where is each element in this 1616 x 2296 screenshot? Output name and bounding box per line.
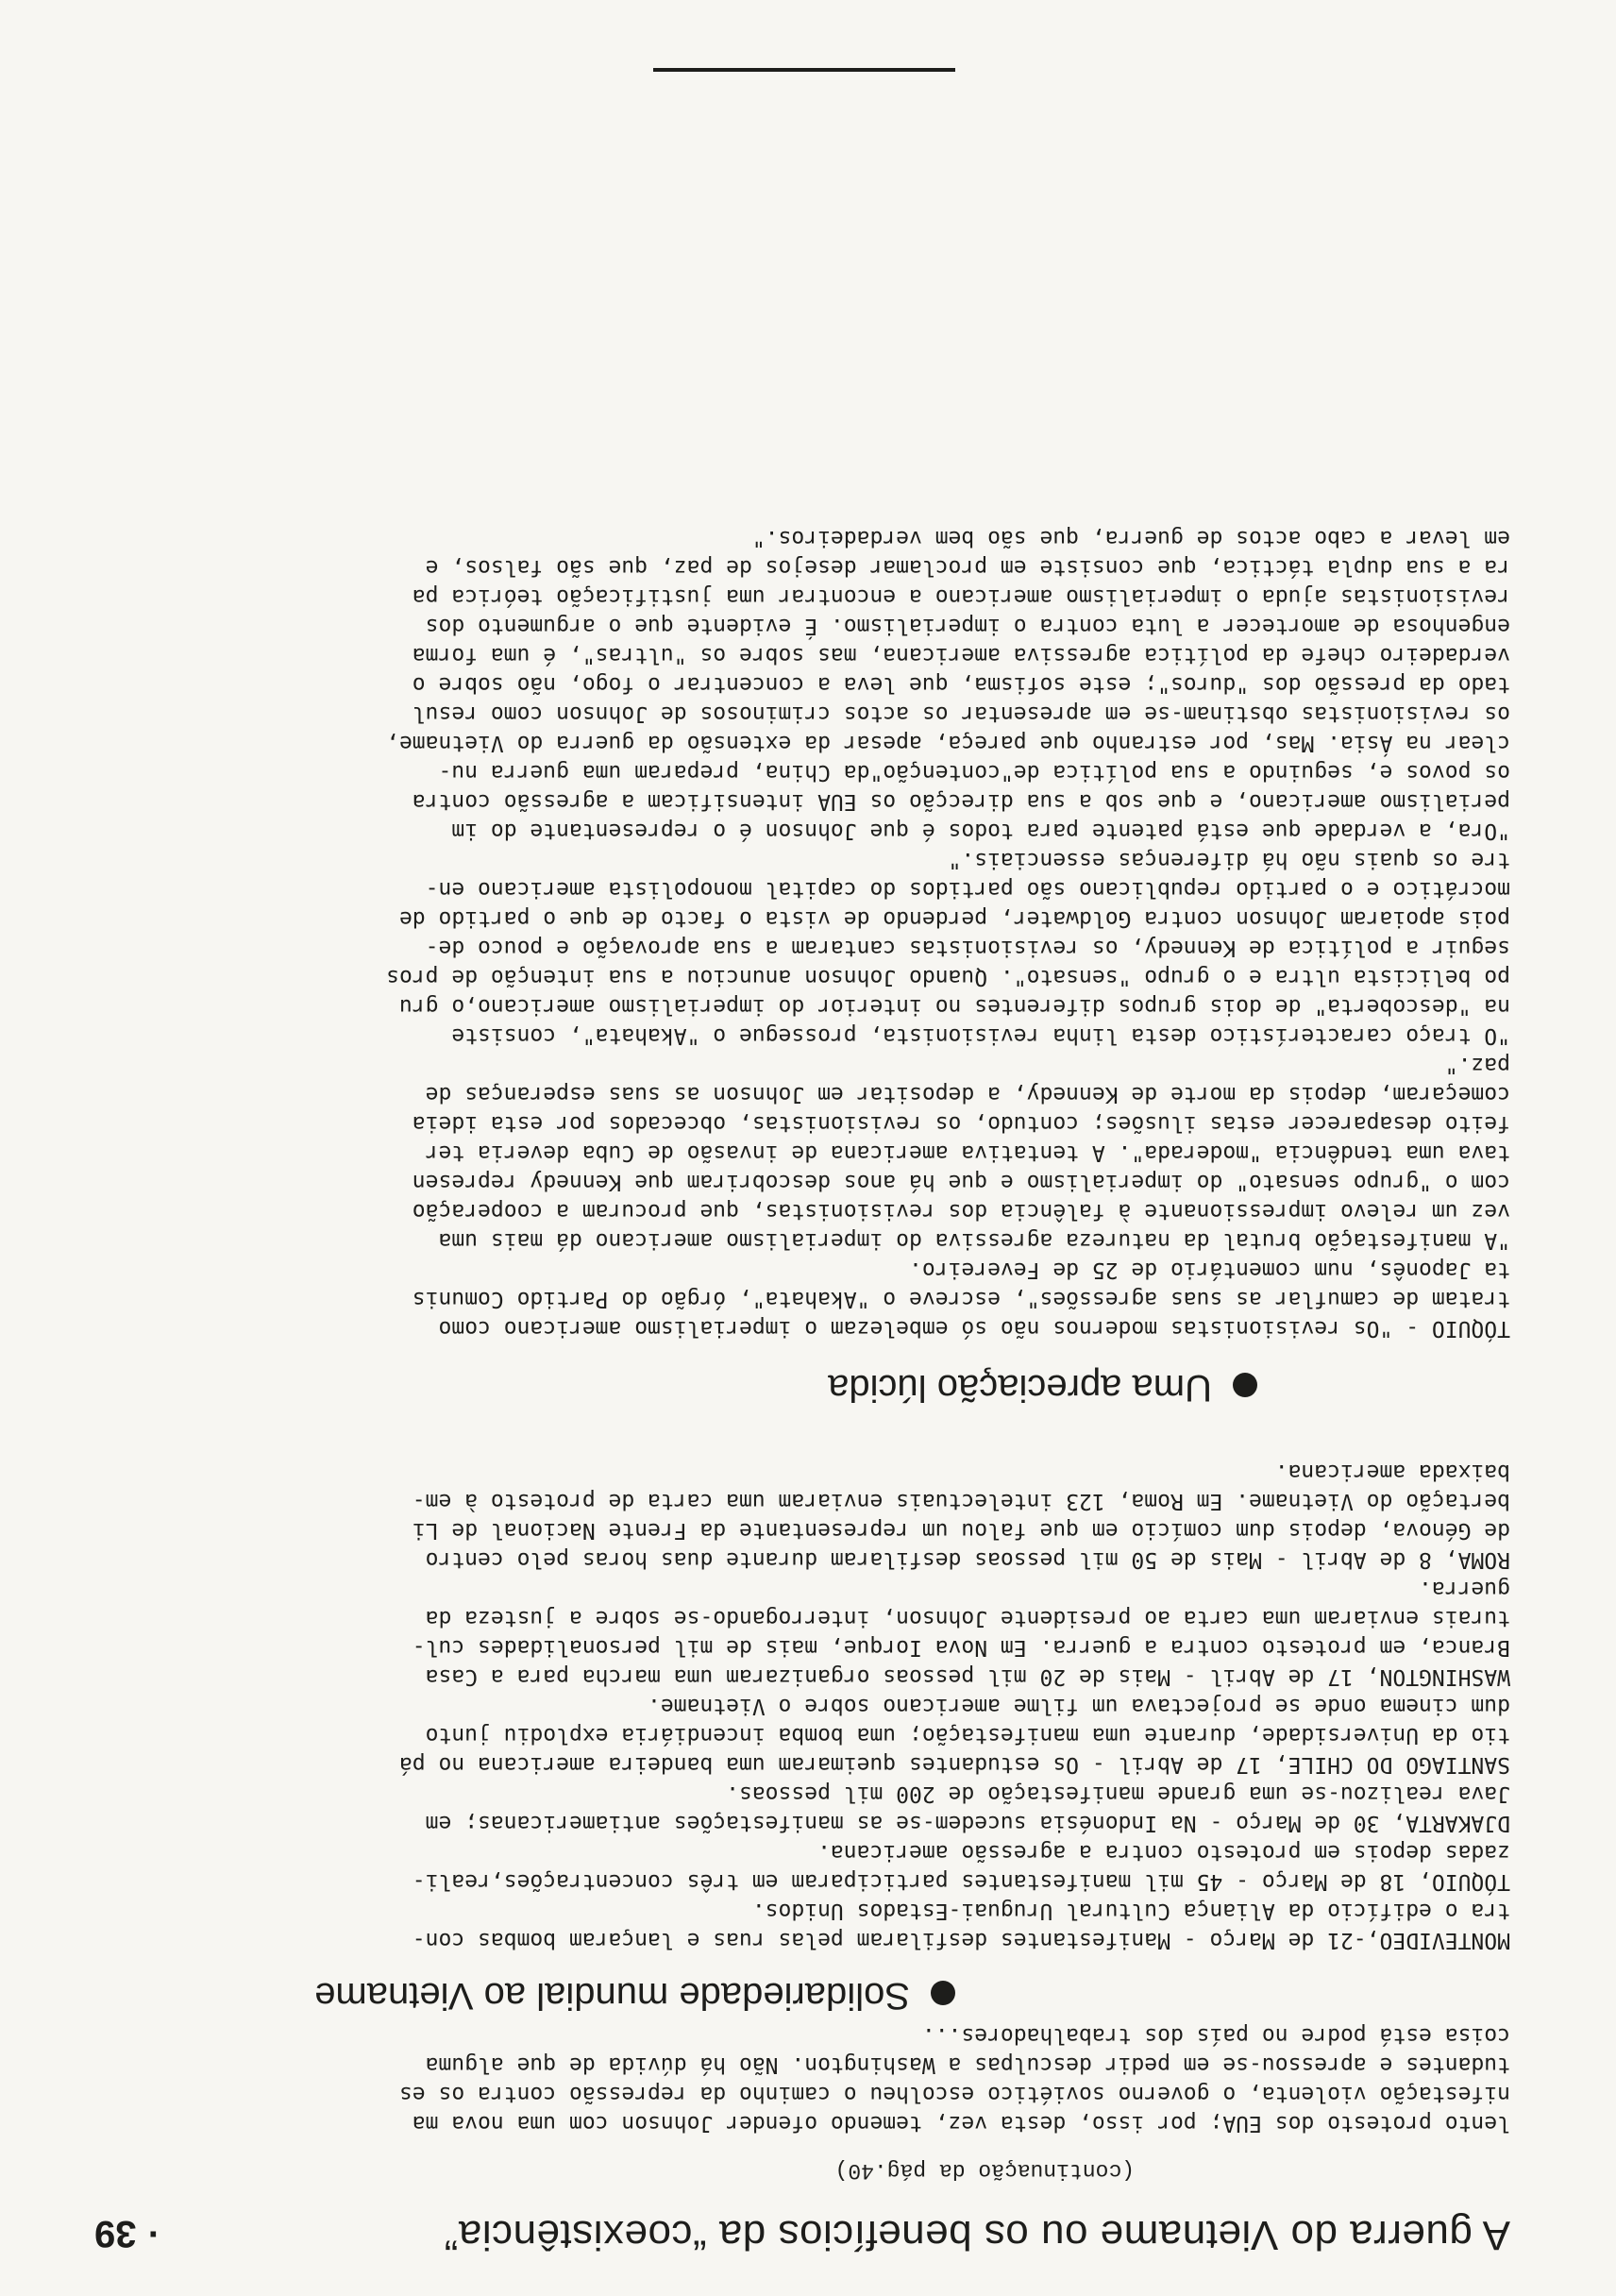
page-title: A guerra do Vietname ou os benefícios da “coexistência” — [444, 2212, 1510, 2258]
section-solidarity-text: MONTEVIDEO,-21 de Março - Manifestantes desfilaram pelas ruas e lançaram bombas con- tra o edifício da Aliança Cultural Uruguai-Estados Unidos. TÓQUIO, 18 de Março - 45 mil manifestantes participaram em três concentrações,reali- zadas depois em protesto contra a agressão americana. DJAKARTA, 30 de Março - Na Indonésia sucedem-se as manifestações antiamericanas; em Java realizou-se uma grande manifestação de 200 mil pessoas. SANTIAGO DO CHILE, 17 de Abril - Os estudantes queimaram uma bandeira americana no pá tio da Universidade, durante uma manifestação; uma bomba incendiária explodiu junto dum cinema onde se projectava um filme americano sobre o Vietname. WASHINGTON, 17 de Abril - Mais de 20 mil pessoas organizaram uma marcha para a Casa Branca, em protesto contra a guerra. Em Nova Iorque, mais de mil personalidades cul- turais enviaram uma carta ao presidente Johnson, interrogando-se sobre a justeza da guerra. ROMA, 8 de Abril - Mais de 50 mil pessoas desfilaram durante duas horas pelo centro de Génova, depois dum comício em que falou um representante da Frente Nacional de Li bertação do Vietname. Em Roma, 123 intelectuais enviaram uma carta de protesto à em- baixada americana. — [398, 1460, 1510, 1952]
section-appreciation-text: TÓQUIO - "Os revisionistas modernos não só embelezam o imperialismo americano como tratam de camuflar as suas agressões", escreve o "Akahata", órgão do Partido Comunis ta Japonês, num comentário de 25 de Fevereiro. "A manifestação brutal da natureza agressiva do imperialismo americano dá mais uma vez um relevo impressionante à falência dos revisionistas, que procuram a cooperação com o "grupo sensato" do imperialismo e que há anos descobriram que Kennedy represen tava uma tendência "moderada". A tentativa americana de invasão de Cuba deveria ter feito desaparecer estas ilusões; contudo, os revisionistas, obcecados por esta ideia começaram, depois da morte de Kennedy, a depositar em Johnson as suas esperanças de paz." "O traço característico desta linha revisionista, prossegue o "Akahata", consiste na "descoberta" de dois grupos diferentes no interior do imperialismo americano,o gru po belicista ultra e o grupo "sensato". Quando Johnson anunciou a sua intenção de pros seguir a política de Kennedy, os revisionistas cantaram a sua aprovação e pouco de- pois apoiaram Johnson contra Goldwater, perdendo de vista o facto de que o partido de mocrático e o partido republicano são partidos do capital monopolista americano en- tre os quais não há diferenças essenciais." "Ora, a verdade que está patente para todos é que Johnson é o representante do im perialismo americano, e que sob a sua direcção os EUA intensificam a agressão contra os povos e, seguindo a sua política de"contenção"da China, preparam uma guerra nu- clear na Ásia. Mas, por estranho que pareça, apesar da extensão da guerra do Vietname, os revisionistas obstinam-se em apresentar os actos criminosos de Johnson como resul tado da pressão dos "duros"; este sofisma, que leva a concentrar o fogo, não sobre o verdadeiro chefe da política agressiva americana, mas sobre os "ultras", é uma forma engenhosa de amortecer a luta contra o imperialismo. É evidente que o argumento dos revisionistas ajuda o imperialismo americano a encontrar uma justificação teórica pa ra a sua dupla táctica, que consiste em proclamar desejos de paz, que são falsos, e em levar a cabo actos de guerra, que são bem verdadeiros." — [386, 526, 1510, 1341]
intro-paragraph: lento protesto dos EUA; por isso, desta vez, temendo ofender Johnson com uma nova ma nifestação violenta, o governo soviético escolheu o caminho da repressão contra os es tudantes e apressou-se em pedir desculpas a Washington. Não há dúvida de que alguma coisa está podre no país dos trabalhadores... — [398, 2023, 1510, 2136]
section-title: Solidariedade mundial ao Vietname — [314, 1975, 910, 2017]
section-title: Uma apreciação lúcida — [828, 1367, 1212, 1409]
page-number-dot: · — [145, 2213, 159, 2254]
section-heading-appreciation — [94, 1361, 1510, 1409]
page-number — [94, 2212, 159, 2254]
bullet-icon — [931, 1981, 955, 2005]
page-header — [94, 2192, 1510, 2258]
continuation-note: (continuação da pág.40) — [834, 2158, 1135, 2183]
closing-rule — [653, 68, 955, 72]
bullet-icon — [1233, 1373, 1257, 1397]
page-number-value: 39 — [94, 2213, 137, 2254]
section-heading-solidarity — [94, 1969, 1510, 2017]
